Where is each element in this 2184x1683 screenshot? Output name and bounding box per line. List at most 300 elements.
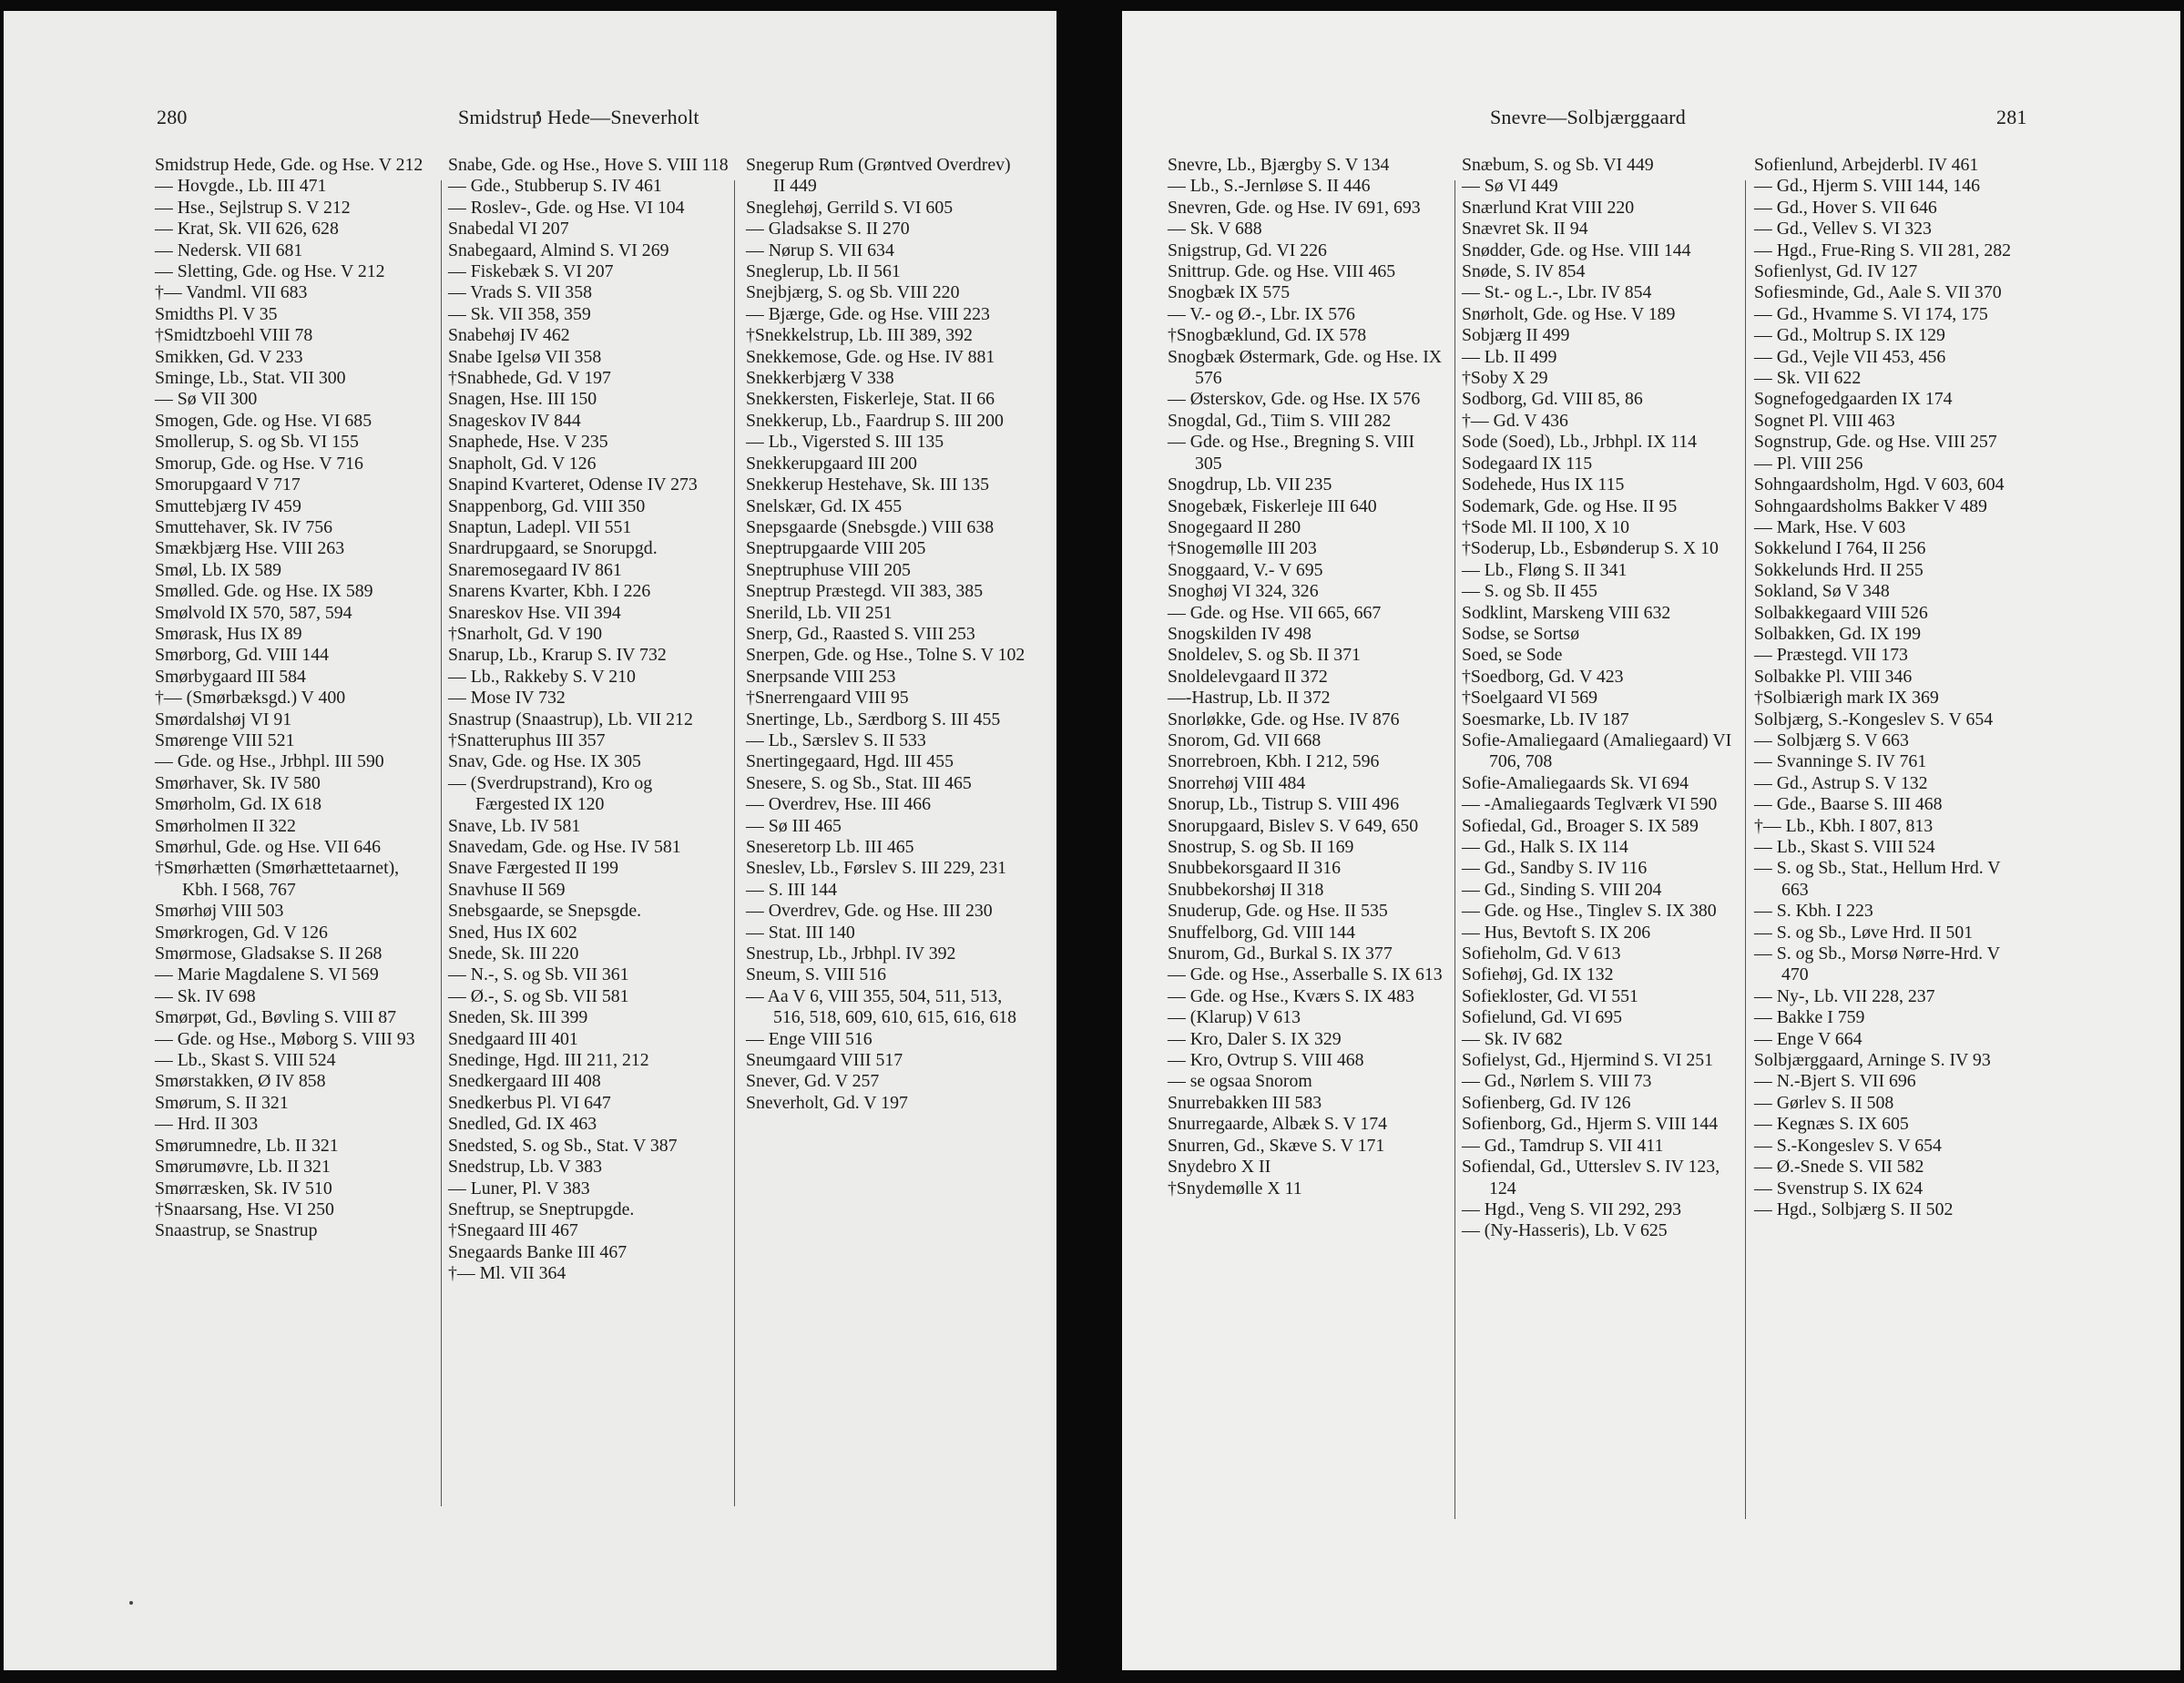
index-entry: — Svenstrup S. IX 624 — [1754, 1178, 1924, 1198]
index-entry: — (Sverdrupstrand), Kro og Færgested IX 120 — [448, 772, 653, 815]
index-entry: — Bjærge, Gde. og Hse. VIII 223 — [746, 303, 990, 324]
index-entry: Snejbjærg, S. og Sb. VIII 220 — [746, 282, 960, 303]
index-entry: Snurom, Gd., Burkal S. IX 377 — [1168, 944, 1393, 964]
index-entry: Smølvold IX 570, 587, 594 — [155, 602, 352, 623]
index-entry: Sneftrup, se Sneptrupgde. — [448, 1198, 635, 1219]
index-entry: Sneglehøj, Gerrild S. VI 605 — [746, 197, 954, 218]
index-entry: Solbakken, Gd. IX 199 — [1754, 623, 1921, 644]
index-entry: — N.-Bjert S. VII 696 — [1754, 1071, 1916, 1092]
index-entry: — Gd., Moltrup S. IX 129 — [1754, 325, 1945, 346]
index-entry: Snave, Lb. IV 581 — [448, 815, 581, 836]
page-number-right: 281 — [1996, 106, 2027, 128]
column-rule — [1454, 180, 1455, 1519]
index-column — [746, 155, 1026, 1114]
right-page — [1122, 11, 2180, 1670]
index-entry: Smørhaver, Sk. IV 580 — [155, 772, 321, 793]
index-entry: Snogegaard II 280 — [1168, 516, 1301, 537]
index-entry: Snorløkke, Gde. og Hse. IV 876 — [1168, 709, 1400, 729]
index-entry: — Gd., Nørlem S. VIII 73 — [1462, 1071, 1652, 1092]
index-entry: Smuttebjærg IV 459 — [155, 495, 301, 516]
index-entry: Sodegaard IX 115 — [1462, 453, 1593, 474]
index-entry: Sofienlyst, Gd. IV 127 — [1754, 261, 1918, 282]
index-entry: Snedstrup, Lb. V 383 — [448, 1157, 603, 1178]
index-entry: Sned, Hus IX 602 — [448, 922, 577, 943]
index-entry: — Hovgde., Lb. III 471 — [155, 176, 327, 197]
index-entry: Snerp, Gd., Raasted S. VIII 253 — [746, 623, 975, 644]
index-entry: — N.-, S. og Sb. VII 361 — [448, 964, 629, 985]
index-entry: — Solbjærg S. V 663 — [1754, 729, 1909, 750]
index-entry: Snuffelborg, Gd. VIII 144 — [1168, 922, 1356, 943]
index-entry: Sofienlund, Arbejderbl. IV 461 — [1754, 155, 1979, 175]
index-entry: Smidths Pl. V 35 — [155, 303, 278, 324]
index-entry: Smørask, Hus IX 89 — [155, 623, 302, 644]
index-entry: — Gde. og Hse., Kværs S. IX 483 — [1168, 985, 1414, 1006]
index-column — [155, 155, 434, 1242]
index-entry: Snever, Gd. V 257 — [746, 1071, 880, 1092]
index-entry: — Lb. II 499 — [1462, 346, 1557, 367]
index-entry: Sofiendal, Gd., Utterslev S. IV 123, 124 — [1462, 1157, 1720, 1198]
index-entry: — Svanninge S. IV 761 — [1754, 751, 1927, 772]
index-entry: Sofiesminde, Gd., Aale S. VII 370 — [1754, 282, 2002, 303]
index-entry: Soed, se Sode — [1462, 645, 1563, 666]
index-entry: Smørholm, Gd. IX 618 — [155, 794, 321, 815]
index-entry: — Hrd. II 303 — [155, 1114, 259, 1135]
index-entry: Sneum, S. VIII 516 — [746, 964, 887, 985]
index-entry: Sneptrup Præstegd. VII 383, 385 — [746, 581, 984, 602]
index-entry: Snekkerup Hestehave, Sk. III 135 — [746, 474, 989, 495]
index-entry: — (Klarup) V 613 — [1168, 1007, 1301, 1028]
index-entry: Sohngaardsholms Bakker V 489 — [1754, 495, 1987, 516]
index-entry: Snarup, Lb., Krarup S. IV 732 — [448, 645, 667, 666]
index-entry: Sofielund, Gd. VI 695 — [1462, 1007, 1623, 1028]
index-entry: †Snaarsang, Hse. VI 250 — [155, 1198, 334, 1219]
index-entry: Smørmose, Gladsakse S. II 268 — [155, 944, 383, 964]
index-entry: †Snegaard III 467 — [448, 1220, 578, 1241]
running-head-left: Smidstrup Hede—Sneverholt — [458, 106, 699, 128]
index-entry: †Smidtzboehl VIII 78 — [155, 325, 313, 346]
index-entry: — Lb., S.-Jernløse S. II 446 — [1168, 176, 1371, 197]
index-entry: — Gde. og Hse., Jrbhpl. III 590 — [155, 751, 384, 772]
index-entry: — Hgd., Solbjærg S. II 502 — [1754, 1198, 1954, 1219]
index-entry: Sobjærg II 499 — [1462, 325, 1570, 346]
index-entry: Snedkerbus Pl. VI 647 — [448, 1092, 611, 1113]
index-entry: — Overdrev, Gde. og Hse. III 230 — [746, 901, 993, 922]
index-entry: — Gde. og Hse., Møborg S. VIII 93 — [155, 1028, 415, 1049]
index-entry: Snapind Kvarteret, Odense IV 273 — [448, 474, 698, 495]
index-entry: †Snarholt, Gd. V 190 — [448, 623, 603, 644]
index-entry: Smørhøj VIII 503 — [155, 901, 284, 922]
index-entry: †Soderup, Lb., Esbønderup S. X 10 — [1462, 538, 1719, 559]
index-entry: — (Ny-Hasseris), Lb. V 625 — [1462, 1220, 1668, 1241]
index-entry: — Gd., Hvamme S. VI 174, 175 — [1754, 303, 1988, 324]
index-entry: Smørumnedre, Lb. II 321 — [155, 1135, 339, 1156]
index-column — [448, 155, 729, 1285]
index-entry: Smørdalshøj VI 91 — [155, 709, 292, 729]
index-entry: — S. og Sb., Morsø Nørre-Hrd. V 470 — [1754, 944, 2000, 985]
column-rule — [734, 180, 735, 1506]
index-entry: Sodborg, Gd. VIII 85, 86 — [1462, 389, 1643, 410]
index-entry: — Lb., Skast S. VIII 524 — [155, 1050, 336, 1071]
index-entry: Smørhul, Gde. og Hse. VII 646 — [155, 837, 381, 857]
index-entry: — Gde. og Hse., Asserballe S. IX 613 — [1168, 964, 1443, 985]
index-entry: — Sk. IV 682 — [1462, 1028, 1563, 1049]
index-entry: Snaastrup, se Snastrup — [155, 1220, 318, 1241]
index-entry: †Solbiærigh mark IX 369 — [1754, 688, 1939, 709]
index-entry: Smørum, S. II 321 — [155, 1092, 289, 1113]
index-entry: Sneptruphuse VIII 205 — [746, 559, 911, 580]
index-entry: †Snekkelstrup, Lb. III 389, 392 — [746, 325, 973, 346]
index-entry: Sode (Soed), Lb., Jrbhpl. IX 114 — [1462, 432, 1698, 453]
index-entry: Sodklint, Marskeng VIII 632 — [1462, 602, 1671, 623]
index-entry: — Kro, Ovtrup S. VIII 468 — [1168, 1050, 1364, 1071]
index-entry: Smogen, Gde. og Hse. VI 685 — [155, 410, 373, 431]
index-entry: — S. og Sb. II 455 — [1462, 581, 1597, 602]
index-entry: Smørstakken, Ø IV 858 — [155, 1071, 326, 1092]
index-entry: — Lb., Rakkeby S. V 210 — [448, 666, 636, 687]
index-entry: Snødder, Gde. og Hse. VIII 144 — [1462, 240, 1691, 260]
index-entry: †— Lb., Kbh. I 807, 813 — [1754, 815, 1934, 836]
index-entry: — S.-Kongeslev S. V 654 — [1754, 1135, 1942, 1156]
column-rule — [1745, 180, 1746, 1519]
index-entry: †Smørhætten (Smørhættetaarnet), Kbh. I 568, 767 — [155, 858, 400, 900]
index-entry: Sminge, Lb., Stat. VII 300 — [155, 368, 346, 389]
index-entry: — Sk. VII 358, 359 — [448, 303, 591, 324]
index-entry: — Gde. og Hse., Tinglev S. IX 380 — [1462, 901, 1717, 922]
index-entry: Smølled. Gde. og Hse. IX 589 — [155, 581, 373, 602]
index-entry: Snekkerup, Lb., Faardrup S. III 200 — [746, 410, 1004, 431]
index-entry: Sofiekloster, Gd. VI 551 — [1462, 985, 1638, 1006]
index-entry: Snoldelevgaard II 372 — [1168, 666, 1328, 687]
index-entry: Solbakke Pl. VIII 346 — [1754, 666, 1913, 687]
index-entry: Sodemark, Gde. og Hse. II 95 — [1462, 495, 1678, 516]
index-entry: — St.- og L.-, Lbr. IV 854 — [1462, 282, 1652, 303]
index-entry: Snav, Gde. og Hse. IX 305 — [448, 751, 641, 772]
index-entry: — Lb., Skast S. VIII 524 — [1754, 837, 1935, 857]
index-entry: Snogbæk Østermark, Gde. og Hse. IX 576 — [1168, 346, 1443, 389]
index-entry: Sokkelund I 764, II 256 — [1754, 538, 1926, 559]
index-entry: Snedkergaard III 408 — [448, 1071, 601, 1092]
index-entry: — Fiskebæk S. VI 207 — [448, 261, 614, 282]
index-entry: Snittrup. Gde. og Hse. VIII 465 — [1168, 261, 1396, 282]
index-entry: Snelskær, Gd. IX 455 — [746, 495, 903, 516]
index-entry: †— (Smørbæksgd.) V 400 — [155, 688, 346, 709]
index-entry: Sneden, Sk. III 399 — [448, 1007, 588, 1028]
index-entry: Snerpsande VIII 253 — [746, 666, 896, 687]
index-entry: Snorup, Lb., Tistrup S. VIII 496 — [1168, 794, 1400, 815]
index-entry: †— Vandml. VII 683 — [155, 282, 308, 303]
index-entry: — Kegnæs S. IX 605 — [1754, 1114, 1909, 1135]
index-entry: Sohngaardsholm, Hgd. V 603, 604 — [1754, 474, 2005, 495]
index-entry: — Hgd., Veng S. VII 292, 293 — [1462, 1198, 1682, 1219]
index-entry: Snagen, Hse. III 150 — [448, 389, 597, 410]
index-entry: — Gde. og Hse., Bregning S. VIII 305 — [1168, 432, 1415, 474]
index-entry: Smikken, Gd. V 233 — [155, 346, 303, 367]
index-entry: Sodehede, Hus IX 115 — [1462, 474, 1625, 495]
index-entry: — Nedersk. VII 681 — [155, 240, 303, 260]
index-entry: †— Ml. VII 364 — [448, 1263, 566, 1284]
index-entry: Snaremosegaard IV 861 — [448, 559, 622, 580]
index-entry: Snorupgaard, Bislev S. V 649, 650 — [1168, 815, 1419, 836]
index-entry: Sneslev, Lb., Førslev S. III 229, 231 — [746, 858, 1007, 879]
index-entry: Solbakkegaard VIII 526 — [1754, 602, 1928, 623]
index-entry: — Lb., Særslev S. II 533 — [746, 729, 926, 750]
index-entry: — Enge V 664 — [1754, 1028, 1863, 1049]
index-column — [1168, 155, 1444, 1199]
index-entry: Snogebæk, Fiskerleje III 640 — [1168, 495, 1377, 516]
index-entry: †Snydemølle X 11 — [1168, 1178, 1302, 1198]
index-entry: — Hus, Bevtoft S. IX 206 — [1462, 922, 1651, 943]
index-entry: Sofieholm, Gd. V 613 — [1462, 944, 1621, 964]
index-entry: Snostrup, S. og Sb. II 169 — [1168, 837, 1354, 857]
index-entry: — Gde., Stubberup S. IV 461 — [448, 176, 662, 197]
index-entry: Sneptrupgaarde VIII 205 — [746, 538, 926, 559]
index-entry: Snedsted, S. og Sb., Stat. V 387 — [448, 1135, 678, 1156]
index-entry: Snardrupgaard, se Snorupgd. — [448, 538, 658, 559]
index-entry: Smøl, Lb. IX 589 — [155, 559, 282, 580]
index-entry: — Mark, Hse. V 603 — [1754, 516, 1906, 537]
index-entry: Snedgaard III 401 — [448, 1028, 578, 1049]
index-entry: †Snogemølle III 203 — [1168, 538, 1317, 559]
index-entry: Smørræsken, Sk. IV 510 — [155, 1178, 332, 1198]
index-entry: — Gde., Baarse S. III 468 — [1754, 794, 1943, 815]
index-entry: Snurrebakken III 583 — [1168, 1092, 1322, 1113]
index-entry: Snuderup, Gde. og Hse. II 535 — [1168, 901, 1388, 922]
index-entry: — -Amaliegaards Teglværk VI 590 — [1462, 794, 1718, 815]
index-entry: Snekkersten, Fiskerleje, Stat. II 66 — [746, 389, 995, 410]
index-entry: Smollerup, S. og Sb. VI 155 — [155, 432, 359, 453]
index-entry: — Gd., Hjerm S. VIII 144, 146 — [1754, 176, 1980, 197]
index-entry: Snubbekorsgaard II 316 — [1168, 858, 1342, 879]
index-entry: †Snatteruphus III 357 — [448, 729, 606, 750]
index-entry: Smørbygaard III 584 — [155, 666, 306, 687]
index-entry: Smørumøvre, Lb. II 321 — [155, 1157, 331, 1178]
index-entry: †Snabhede, Gd. V 197 — [448, 368, 611, 389]
index-entry: —-Hastrup, Lb. II 372 — [1168, 688, 1331, 709]
index-entry: Snurren, Gd., Skæve S. V 171 — [1168, 1135, 1385, 1156]
index-entry: Snæbum, S. og Sb. VI 449 — [1462, 155, 1654, 175]
print-speck — [129, 1601, 133, 1605]
index-entry: †Snerrengaard VIII 95 — [746, 688, 909, 709]
index-entry: Smørenge VIII 521 — [155, 729, 295, 750]
index-entry: Snubbekorshøj II 318 — [1168, 879, 1324, 900]
index-entry: Sognstrup, Gde. og Hse. VIII 257 — [1754, 432, 1997, 453]
index-entry: Snegaards Banke III 467 — [448, 1241, 628, 1262]
index-entry: †Snogbæklund, Gd. IX 578 — [1168, 325, 1367, 346]
index-entry: Sneglerup, Lb. II 561 — [746, 261, 901, 282]
index-entry: Sodse, se Sortsø — [1462, 623, 1580, 644]
index-entry: Sofienberg, Gd. IV 126 — [1462, 1092, 1631, 1113]
index-entry: — Stat. III 140 — [746, 922, 855, 943]
index-entry: — V.- og Ø.-, Lbr. IX 576 — [1168, 303, 1355, 324]
index-entry: Snepsgaarde (Snebsgde.) VIII 638 — [746, 516, 995, 537]
index-entry: Snestrup, Lb., Jrbhpl. IV 392 — [746, 944, 956, 964]
index-entry: — Gd., Tamdrup S. VII 411 — [1462, 1135, 1664, 1156]
index-entry: — Aa V 6, VIII 355, 504, 511, 513, 516, 518, 609, 610, 615, 616, 618 — [746, 985, 1017, 1028]
index-entry: Snigstrup, Gd. VI 226 — [1168, 240, 1327, 260]
index-entry: Sneumgaard VIII 517 — [746, 1050, 903, 1071]
index-entry: — Sø VII 300 — [155, 389, 258, 410]
index-entry: Snerpen, Gde. og Hse., Tolne S. V 102 — [746, 645, 1026, 666]
index-entry: Snekkerupgaard III 200 — [746, 453, 917, 474]
index-entry: Smækbjærg Hse. VIII 263 — [155, 538, 345, 559]
index-entry: Snave Færgested II 199 — [448, 858, 618, 879]
index-entry: — Luner, Pl. V 383 — [448, 1178, 590, 1198]
index-entry: — Bakke I 759 — [1754, 1007, 1865, 1028]
column-rule — [441, 180, 442, 1506]
index-entry: Snavhuse II 569 — [448, 879, 566, 900]
index-entry: — Ø.-, S. og Sb. VII 581 — [448, 985, 629, 1006]
index-entry: Snabedal VI 207 — [448, 219, 569, 240]
index-entry: Snaphede, Hse. V 235 — [448, 432, 608, 453]
index-entry: Snørholt, Gde. og Hse. V 189 — [1462, 303, 1676, 324]
index-entry: Snappenborg, Gd. VIII 350 — [448, 495, 646, 516]
index-entry: Snoghøj VI 324, 326 — [1168, 581, 1319, 602]
index-entry: Smørkrogen, Gd. V 126 — [155, 922, 328, 943]
index-entry: †— Gd. V 436 — [1462, 410, 1568, 431]
index-entry: — Gd., Sandby S. IV 116 — [1462, 858, 1648, 879]
index-entry: — Lb., Vigersted S. III 135 — [746, 432, 944, 453]
index-entry: — Sk. VII 622 — [1754, 368, 1862, 389]
index-entry: Snabehøj IV 462 — [448, 325, 570, 346]
index-entry: Snegerup Rum (Grøntved Overdrev) II 449 — [746, 155, 1011, 197]
index-entry: Snævret Sk. II 94 — [1462, 219, 1588, 240]
index-entry: Snoggaard, V.- V 695 — [1168, 559, 1323, 580]
index-entry: — Præstegd. VII 173 — [1754, 645, 1908, 666]
index-entry: — Overdrev, Hse. III 466 — [746, 794, 932, 815]
index-entry: — Gd., Hover S. VII 646 — [1754, 197, 1937, 218]
index-column — [1754, 155, 2027, 1220]
index-entry: Smørpøt, Gd., Bøvling S. VIII 87 — [155, 1007, 397, 1028]
index-entry: — Gd., Sinding S. VIII 204 — [1462, 879, 1662, 900]
index-entry: Snabegaard, Almind S. VI 269 — [448, 240, 669, 260]
index-entry: †Soedborg, Gd. V 423 — [1462, 666, 1624, 687]
index-entry: Snaptun, Ladepl. VII 551 — [448, 516, 632, 537]
index-entry: — Sø VI 449 — [1462, 176, 1558, 197]
index-entry: Sokkelunds Hrd. II 255 — [1754, 559, 1924, 580]
index-entry: — se ogsaa Snorom — [1168, 1071, 1312, 1092]
index-entry: Sneseretorp Lb. III 465 — [746, 837, 914, 857]
page-number-left: 280 — [157, 106, 188, 128]
index-entry: Snydebro X II — [1168, 1157, 1271, 1178]
index-entry: Sokland, Sø V 348 — [1754, 581, 1890, 602]
index-entry: — Nørup S. VII 634 — [746, 240, 894, 260]
index-entry: — Gd., Halk S. IX 114 — [1462, 837, 1628, 857]
index-entry: Sofie-Amaliegaards Sk. VI 694 — [1462, 772, 1689, 793]
index-entry: — Sk. IV 698 — [155, 985, 256, 1006]
index-entry: Snorrebroen, Kbh. I 212, 596 — [1168, 751, 1380, 772]
index-entry: Solbjærg, S.-Kongeslev S. V 654 — [1754, 709, 1994, 729]
index-entry: — Pl. VIII 256 — [1754, 453, 1863, 474]
index-entry: Snageskov IV 844 — [448, 410, 581, 431]
index-entry: Snapholt, Gd. V 126 — [448, 453, 597, 474]
index-entry: Snevre, Lb., Bjærgby S. V 134 — [1168, 155, 1390, 175]
index-entry: Snarens Kvarter, Kbh. I 226 — [448, 581, 651, 602]
index-entry: Snekkerbjærg V 338 — [746, 368, 894, 389]
index-entry: — Hse., Sejlstrup S. V 212 — [155, 197, 351, 218]
running-head-right: Snevre—Solbjærggaard — [1490, 106, 1687, 128]
index-entry: — Ø.-Snede S. VII 582 — [1754, 1157, 1924, 1178]
index-entry: Snogskilden IV 498 — [1168, 623, 1311, 644]
index-entry: — Marie Magdalene S. VI 569 — [155, 964, 379, 985]
index-entry: Snøde, S. IV 854 — [1462, 261, 1586, 282]
index-entry: †Soelgaard VI 569 — [1462, 688, 1598, 709]
index-entry: — S. og Sb., Løve Hrd. II 501 — [1754, 922, 1974, 943]
index-entry: — Gd., Vejle VII 453, 456 — [1754, 346, 1946, 367]
index-entry: Snede, Sk. III 220 — [448, 944, 579, 964]
index-entry: — Gladsakse S. II 270 — [746, 219, 910, 240]
index-entry: Snerild, Lb. VII 251 — [746, 602, 893, 623]
index-entry: Smidstrup Hede, Gde. og Hse. V 212 — [155, 155, 424, 175]
index-entry: Smorupgaard V 717 — [155, 474, 301, 495]
left-page — [4, 11, 1056, 1670]
index-entry: — Hgd., Frue-Ring S. VII 281, 282 — [1754, 240, 2012, 260]
index-entry: Smørborg, Gd. VIII 144 — [155, 645, 330, 666]
index-entry: Snogdal, Gd., Tiim S. VIII 282 — [1168, 410, 1392, 431]
index-entry: Sofiehøj, Gd. IX 132 — [1462, 964, 1614, 985]
index-entry: Snekkemose, Gde. og Hse. IV 881 — [746, 346, 995, 367]
index-entry: — Kro, Daler S. IX 329 — [1168, 1028, 1342, 1049]
index-entry: Snavedam, Gde. og Hse. IV 581 — [448, 837, 681, 857]
index-entry: — Sletting, Gde. og Hse. V 212 — [155, 261, 385, 282]
index-entry: — Ny-, Lb. VII 228, 237 — [1754, 985, 1935, 1006]
index-entry: — Gd., Vellev S. VI 323 — [1754, 219, 1932, 240]
index-entry: Snertinge, Lb., Særdborg S. III 455 — [746, 709, 1001, 729]
index-entry: — S. og Sb., Stat., Hellum Hrd. V 663 — [1754, 858, 2001, 900]
index-entry: Snærlund Krat VIII 220 — [1462, 197, 1635, 218]
index-entry: Smuttehaver, Sk. IV 756 — [155, 516, 332, 537]
index-entry: †Sode Ml. II 100, X 10 — [1462, 516, 1630, 537]
index-entry: Snabe Igelsø VII 358 — [448, 346, 602, 367]
index-entry: Smørholmen II 322 — [155, 815, 296, 836]
index-entry: — Enge VIII 516 — [746, 1028, 873, 1049]
index-entry: Snastrup (Snaastrup), Lb. VII 212 — [448, 709, 693, 729]
index-entry: — Roslev-, Gde. og Hse. VI 104 — [448, 197, 685, 218]
index-entry: Sognet Pl. VIII 463 — [1754, 410, 1895, 431]
index-entry: Sofienborg, Gd., Hjerm S. VIII 144 — [1462, 1114, 1719, 1135]
index-entry: Snurregaarde, Albæk S. V 174 — [1168, 1114, 1388, 1135]
index-entry: Snertingegaard, Hgd. III 455 — [746, 751, 954, 772]
index-entry: Snebsgaarde, se Snepsgde. — [448, 901, 642, 922]
index-entry: — Krat, Sk. VII 626, 628 — [155, 219, 339, 240]
index-entry: — Gørlev S. II 508 — [1754, 1092, 1894, 1113]
index-entry: Snesere, S. og Sb., Stat. III 465 — [746, 772, 972, 793]
index-entry: Snogdrup, Lb. VII 235 — [1168, 474, 1332, 495]
index-entry: Sofiedal, Gd., Broager S. IX 589 — [1462, 815, 1699, 836]
index-entry: — Gd., Astrup S. V 132 — [1754, 772, 1928, 793]
index-entry: — Sø III 465 — [746, 815, 842, 836]
index-entry: — S. III 144 — [746, 879, 837, 900]
index-entry: Soesmarke, Lb. IV 187 — [1462, 709, 1629, 729]
index-entry: — Østerskov, Gde. og Hse. IX 576 — [1168, 389, 1421, 410]
index-entry: — Mose IV 732 — [448, 688, 566, 709]
index-entry: Snoldelev, S. og Sb. II 371 — [1168, 645, 1361, 666]
index-entry: Smorup, Gde. og Hse. V 716 — [155, 453, 363, 474]
index-entry: Snevren, Gde. og Hse. IV 691, 693 — [1168, 197, 1421, 218]
index-entry: — Vrads S. VII 358 — [448, 282, 592, 303]
index-entry: Solbjærggaard, Arninge S. IV 93 — [1754, 1050, 1991, 1071]
index-entry: Sofielyst, Gd., Hjermind S. VI 251 — [1462, 1050, 1714, 1071]
index-entry: — Gde. og Hse. VII 665, 667 — [1168, 602, 1382, 623]
index-entry: Snorom, Gd. VII 668 — [1168, 729, 1322, 750]
index-entry: †Soby X 29 — [1462, 368, 1548, 389]
index-entry: Sneverholt, Gd. V 197 — [746, 1092, 908, 1113]
index-entry: — Sk. V 688 — [1168, 219, 1262, 240]
index-entry: Snareskov Hse. VII 394 — [448, 602, 621, 623]
index-entry: Snedled, Gd. IX 463 — [448, 1114, 597, 1135]
index-entry: Sognefogedgaarden IX 174 — [1754, 389, 1953, 410]
index-entry: Snabe, Gde. og Hse., Hove S. VIII 118 — [448, 155, 729, 175]
index-entry: Snogbæk IX 575 — [1168, 282, 1291, 303]
